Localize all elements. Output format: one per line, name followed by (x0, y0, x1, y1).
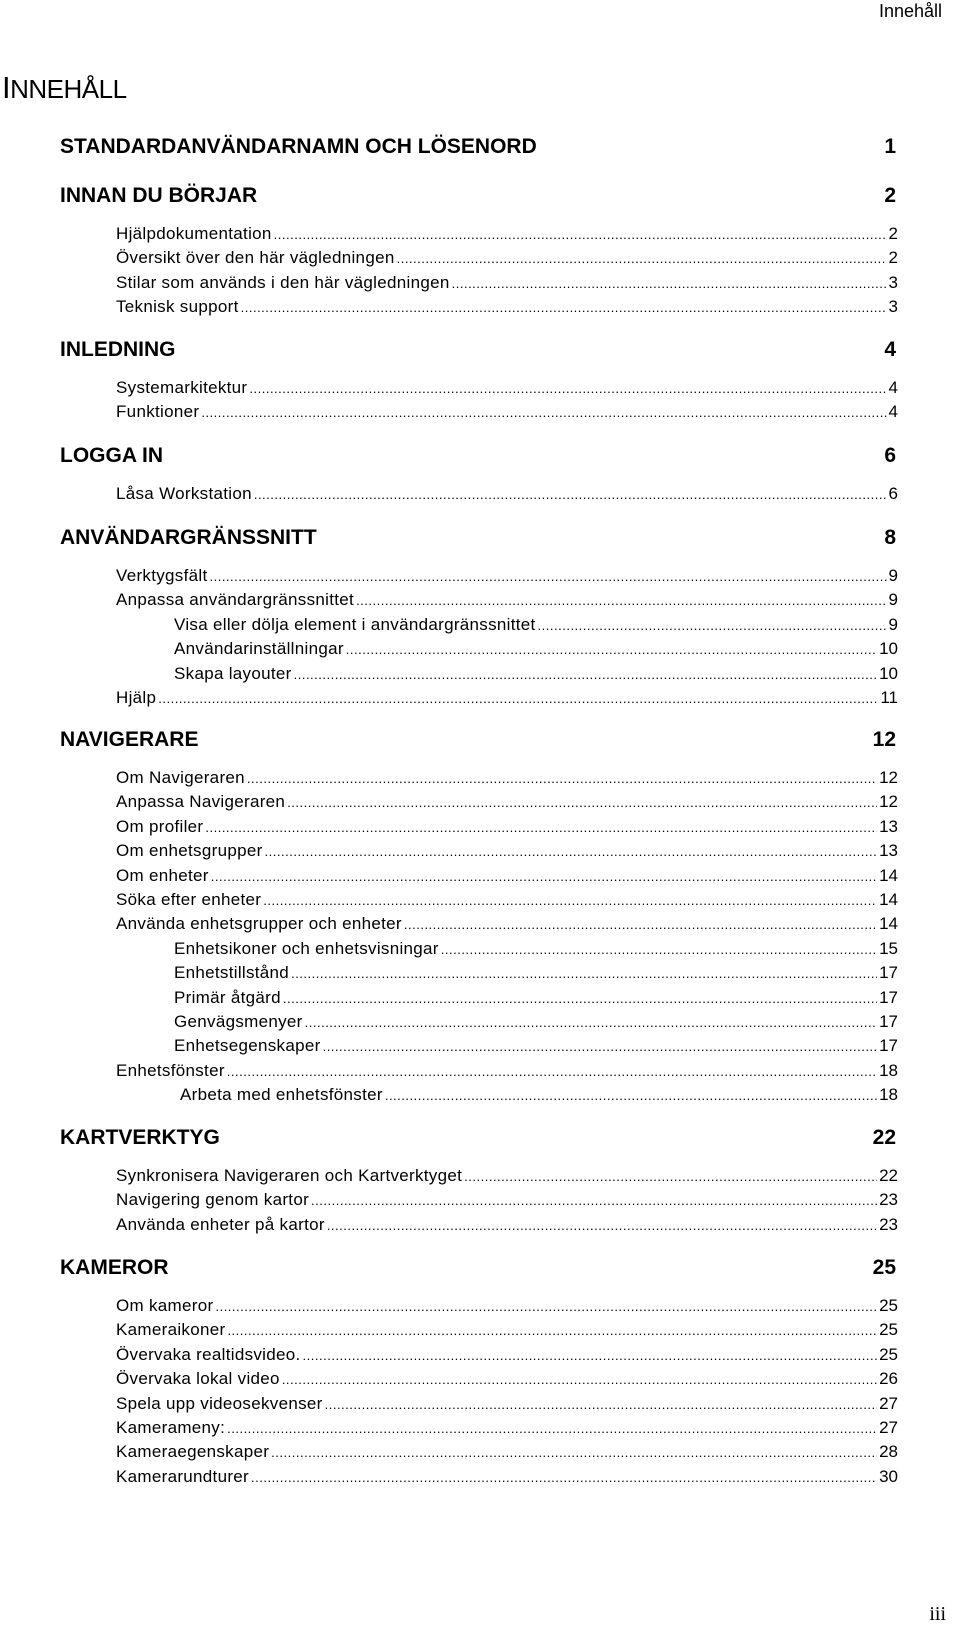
dot-leader (227, 1061, 877, 1082)
toc-section[interactable] (60, 1125, 896, 1151)
toc-entry-label: Anpassa användargränssnittet (116, 590, 355, 610)
toc-section-title: NAVIGERARE (60, 728, 199, 751)
dot-leader (158, 688, 878, 709)
toc-entry[interactable] (116, 296, 898, 318)
toc-entry-label: Hjälp (116, 688, 157, 707)
toc-entry-label: Användarinställningar (174, 639, 344, 659)
toc-entry-page: 9 (888, 590, 898, 610)
toc-entry-page: 28 (879, 1442, 898, 1462)
dot-leader (452, 273, 887, 294)
dot-leader (274, 224, 887, 245)
toc-entry-label: Genvägsmenyer (174, 1012, 303, 1031)
toc-entry-page: 18 (879, 1060, 898, 1080)
toc-entry-label: Enhetsegenskaper (174, 1036, 321, 1056)
toc-entry-label: Synkronisera Navigeraren och Kartverktyget (116, 1166, 463, 1185)
dot-leader (323, 1036, 878, 1057)
toc-entry[interactable] (174, 663, 898, 685)
toc-entry-label: Enhetstillstånd (174, 963, 290, 983)
toc-entry-label: Om Navigeraren (116, 768, 245, 787)
toc-entry[interactable] (116, 889, 898, 911)
toc-entry-page: 27 (879, 1393, 898, 1413)
toc-section-page: 2 (884, 184, 896, 207)
toc-entry-label: Primär åtgärd (174, 987, 281, 1007)
toc-entry[interactable] (116, 1214, 898, 1236)
toc-entry-page: 14 (879, 865, 898, 885)
toc-entry-label: Visa eller dölja element i användargränssnittet (174, 614, 536, 634)
toc-section-title: INLEDNING (60, 338, 176, 361)
toc-entry-label: Systemarkitektur (116, 378, 248, 397)
toc-entry[interactable] (116, 1368, 898, 1390)
dot-leader (397, 248, 887, 269)
toc-entry-label: Teknisk support (116, 297, 239, 317)
toc-section-title: STANDARDANVÄNDARNAMN OCH LÖSENORD (60, 135, 537, 158)
dot-leader (294, 664, 877, 685)
toc-entry-page: 11 (880, 688, 898, 707)
toc-entry-page: 3 (888, 272, 898, 292)
dot-leader (205, 817, 877, 838)
dot-leader (287, 792, 877, 813)
toc-section[interactable] (60, 1255, 896, 1281)
dot-leader (254, 484, 887, 505)
dot-leader (305, 1012, 877, 1033)
toc-entry-label: Om enheter (116, 865, 209, 885)
toc-entry-page: 10 (879, 639, 898, 659)
toc-entry-label: Hjälpdokumentation (116, 224, 272, 243)
toc-entry-page: 23 (879, 1214, 898, 1234)
toc-entry-page: 2 (888, 224, 898, 243)
toc-entry-label: Navigering genom kartor (116, 1190, 310, 1210)
toc-entry-page: 17 (879, 1036, 898, 1056)
toc-entry-page: 23 (879, 1190, 898, 1210)
toc-entry-label: Om enhetsgrupper (116, 841, 263, 861)
toc-entry-page: 6 (888, 484, 898, 503)
toc-section-title: KARTVERKTYG (60, 1126, 220, 1149)
dot-leader (346, 639, 877, 660)
toc-entry-label: Skapa layouter (174, 663, 292, 683)
toc-entry-page: 27 (879, 1418, 898, 1437)
toc-entry-label: Stilar som används i den här vägledningen (116, 272, 450, 292)
dot-leader (282, 1369, 877, 1390)
dot-leader (247, 768, 877, 789)
dot-leader (227, 1418, 877, 1439)
toc-section-page: 4 (884, 338, 896, 361)
toc-entry-page: 9 (888, 566, 898, 585)
toc-entry[interactable] (116, 377, 898, 399)
toc-section[interactable] (60, 134, 896, 160)
dot-leader (271, 1442, 877, 1463)
toc-entry[interactable] (174, 638, 898, 660)
toc-entry[interactable] (116, 1344, 898, 1366)
dot-leader (464, 1166, 877, 1187)
toc-section-page: 8 (884, 526, 896, 549)
toc-entry[interactable] (116, 1466, 898, 1488)
toc-entry-label: Övervaka lokal video (116, 1369, 280, 1389)
toc-entry-label: Låsa Workstation (116, 484, 252, 503)
toc-entry[interactable] (116, 272, 898, 294)
toc-section[interactable] (60, 443, 896, 469)
toc-section-page: 22 (872, 1126, 896, 1149)
dot-leader (263, 890, 877, 911)
toc-entry-page: 15 (879, 938, 898, 958)
toc-entry-label: Enhetsfönster (116, 1060, 225, 1080)
toc-entry-label: Använda enheter på kartor (116, 1214, 325, 1234)
dot-leader (251, 1467, 877, 1488)
dot-leader (303, 1345, 878, 1366)
dot-leader (241, 297, 887, 318)
toc-entry-label: Använda enhetsgrupper och enheter (116, 914, 402, 934)
toc-entry-page: 30 (879, 1466, 898, 1486)
toc-entry-page: 22 (879, 1166, 898, 1185)
toc-entry-page: 13 (879, 841, 898, 861)
page-title-initial: I (2, 70, 11, 105)
dot-leader (227, 1320, 877, 1341)
toc-entry[interactable] (116, 565, 898, 587)
toc-section-page: 25 (872, 1256, 896, 1279)
toc-entry-label: Kameraegenskaper (116, 1442, 270, 1462)
toc-entry-page: 2 (888, 248, 898, 268)
running-header: Innehåll (878, 1, 942, 21)
toc-entry-page: 4 (888, 402, 898, 422)
toc-entry[interactable] (174, 987, 898, 1009)
toc-entry-label: Kamerarundturer (116, 1466, 250, 1486)
toc-entry[interactable] (116, 816, 898, 838)
dot-leader (311, 1190, 877, 1211)
toc-section-title: ANVÄNDARGRÄNSSNITT (60, 526, 317, 549)
toc-entry-label: Arbeta med enhetsfönster (180, 1085, 383, 1105)
toc-entry[interactable] (174, 962, 898, 984)
toc-entry[interactable] (116, 483, 898, 505)
toc-entry-label: Övervaka realtidsvideo. (116, 1344, 301, 1364)
toc-section-page: 6 (884, 444, 896, 467)
toc-entry[interactable] (116, 865, 898, 887)
toc-entry-page: 3 (888, 297, 898, 317)
dot-leader (249, 378, 886, 399)
toc-entry[interactable] (116, 840, 898, 862)
toc-entry-page: 26 (879, 1369, 898, 1389)
toc-entry[interactable] (116, 1417, 898, 1439)
toc-entry[interactable] (116, 223, 898, 245)
toc-entry-page: 25 (879, 1320, 898, 1340)
toc-entry[interactable] (116, 247, 898, 269)
toc-entry-page: 12 (879, 792, 898, 812)
dot-leader (441, 939, 877, 960)
toc-entry-page: 25 (879, 1296, 898, 1315)
toc-entry[interactable] (174, 614, 898, 636)
toc-section-page: 12 (872, 728, 896, 751)
toc-entry-label: Enhetsikoner och enhetsvisningar (174, 938, 439, 958)
toc-entry[interactable] (116, 1295, 898, 1317)
dot-leader (325, 1394, 877, 1415)
toc-entry-page: 17 (879, 1012, 898, 1031)
toc-entry-page: 14 (879, 914, 898, 934)
toc-entry-label: Spela upp videosekvenser (116, 1393, 323, 1413)
toc-entry-page: 4 (888, 378, 898, 397)
dot-leader (404, 914, 877, 935)
dot-leader (538, 615, 887, 636)
toc-section-title: LOGGA IN (60, 444, 164, 467)
toc-entry[interactable] (116, 589, 898, 611)
toc-entry-label: Kameraikoner (116, 1320, 226, 1340)
toc-entry[interactable] (116, 1060, 898, 1082)
dot-leader (201, 402, 886, 423)
toc-entry[interactable] (116, 1441, 898, 1463)
toc-entry-page: 25 (879, 1344, 898, 1364)
toc-entry-label: Verktygsfält (116, 566, 208, 585)
toc-entry[interactable] (174, 1035, 898, 1057)
toc-entry-label: Om kameror (116, 1296, 214, 1315)
toc-entry-page: 17 (879, 963, 898, 983)
toc-entry[interactable] (116, 791, 898, 813)
toc-entry-label: Söka efter enheter (116, 890, 262, 909)
toc-section-title: KAMEROR (60, 1256, 169, 1279)
toc-section[interactable] (60, 727, 896, 753)
toc-entry[interactable] (116, 1165, 898, 1187)
toc-entry[interactable] (116, 1189, 898, 1211)
toc-section[interactable] (60, 183, 896, 209)
toc-entry[interactable] (116, 913, 898, 935)
dot-leader (211, 866, 877, 887)
toc-entry-label: Översikt över den här vägledningen (116, 248, 395, 268)
toc-entry-page: 17 (879, 987, 898, 1007)
toc-entry[interactable] (116, 401, 898, 423)
dot-leader (265, 841, 878, 862)
toc-entry-page: 18 (879, 1085, 898, 1105)
toc-section-title: INNAN DU BÖRJAR (60, 184, 258, 207)
toc-entry-label: Om profiler (116, 816, 204, 836)
toc-entry-page: 12 (879, 768, 898, 787)
toc-entry[interactable] (116, 1393, 898, 1415)
toc-entry-page: 10 (879, 663, 898, 683)
dot-leader (215, 1296, 877, 1317)
dot-leader (327, 1215, 877, 1236)
dot-leader (291, 963, 877, 984)
toc-entry[interactable] (116, 1319, 898, 1341)
toc-section-page: 1 (884, 135, 896, 158)
dot-leader (209, 566, 886, 587)
page-number: iii (929, 1603, 946, 1625)
toc-entry-label: Kamerameny: (116, 1418, 226, 1437)
toc-entry[interactable] (116, 687, 898, 709)
toc-entry[interactable] (174, 938, 898, 960)
toc-entry-page: 13 (879, 816, 898, 836)
toc-entry-label: Funktioner (116, 402, 200, 422)
dot-leader (385, 1085, 877, 1106)
dot-leader (283, 988, 877, 1009)
page-title-rest: NNEHÅLL (10, 74, 127, 104)
toc-entry-page: 14 (879, 890, 898, 909)
toc-entry[interactable] (174, 1011, 898, 1033)
toc-section[interactable] (60, 525, 896, 551)
toc-entry-label: Anpassa Navigeraren (116, 792, 286, 812)
toc-section[interactable] (60, 337, 896, 363)
toc-entry-page: 9 (888, 614, 898, 634)
toc-entry[interactable] (180, 1084, 898, 1106)
toc-entry[interactable] (116, 767, 898, 789)
dot-leader (356, 590, 886, 611)
